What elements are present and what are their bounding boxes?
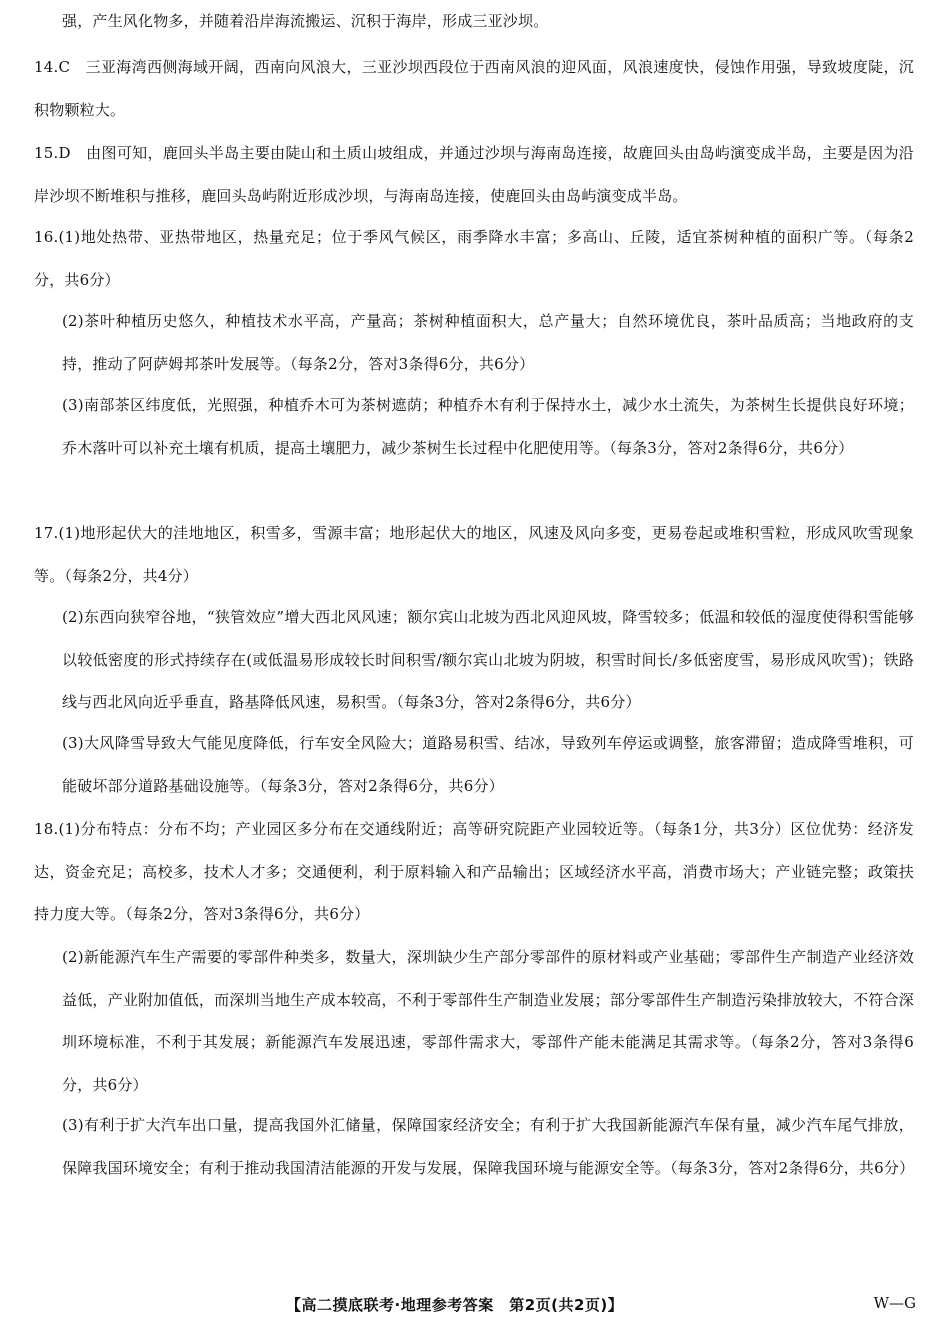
answer-14-text: 14.C 三亚海湾西侧海域开阔，西南向风浪大，三亚沙坝西段位于西南风浪的迎风面，风浪速度快，侵蚀作用强，导致坡度陡，沉积物颗粒大。 xyxy=(34,58,914,119)
answer-18-part-3: (3)有利于扩大汽车出口量，提高我国外汇储量，保障国家经济安全；有利于扩大我国新能源汽车保有量，减少汽车尾气排放，保障我国环境安全；有利于推动我国清洁能源的开发与发展，保障我国环境与能源安全等。（每条3分，答对2条得6分，共6分） xyxy=(62,1116,915,1177)
paragraph-continuation: 强，产生风化物多，并随着沿岸海流搬运、沉积于海岸，形成三亚沙坝。 xyxy=(62,12,549,30)
page-footer xyxy=(0,1294,950,1320)
footer-title: 【高二摸底联考·地理参考答案 第2页(共2页)】 xyxy=(286,1296,624,1314)
answer-18-part-1 xyxy=(34,808,914,936)
footer-code: W—G xyxy=(873,1294,916,1312)
answer-17-part-3: (3)大风降雪导致大气能见度降低，行车安全风险大；道路易积雪、结冰，导致列车停运或调整，旅客滞留；造成降雪堆积，可能破坏部分道路基础设施等。（每条3分，答对2条得6分，共6分） xyxy=(62,734,914,795)
answer-17-1-text: 17.(1)地形起伏大的洼地地区，积雪多，雪源丰富；地形起伏大的地区，风速及风向多变，更易卷起或堆积雪粒，形成风吹雪现象等。（每条2分，共4分） xyxy=(34,524,914,585)
answer-18-1-text: 18.(1)分布特点：分布不均；产业园区多分布在交通线附近；高等研究院距产业园较近等。（每条1分，共3分）区位优势：经济发达，资金充足；高校多，技术人才多；交通便利，利于原料输入和产品输出；区域经济水平高，消费市场大；产业链完整；政策扶持力度大等。（每条2分，答对3条得6分，共6分） xyxy=(34,820,914,923)
answer-15-text: 15.D 由图可知，鹿回头半岛主要由陡山和土质山坡组成，并通过沙坝与海南岛连接，故鹿回头由岛屿演变成半岛，主要是因为沿岸沙坝不断堆积与推移，鹿回头岛屿附近形成沙坝，与海南岛连接，使鹿回头由岛屿演变成半岛。 xyxy=(34,144,914,205)
answer-16-part-3: (3)南部茶区纬度低，光照强，种植乔木可为茶树遮荫；种植乔木有利于保持水土，减少水土流失，为茶树生长提供良好环境；乔木落叶可以补充土壤有机质，提高土壤肥力，减少茶树生长过程中化肥使用等。（每条3分，答对2条得6分，共6分） xyxy=(62,396,914,457)
answer-14 xyxy=(34,46,914,131)
answer-18-part-2: (2)新能源汽车生产需要的零部件种类多，数量大，深圳缺少生产部分零部件的原材料或产业基础；零部件生产制造产业经济效益低，产业附加值低，而深圳当地生产成本较高，不利于零部件生产制造业发展；部分零部件生产制造污染排放较大，不符合深圳环境标准，不利于其发展；新能源汽车发展迅速，零部件需求大，零部件产能未能满足其需求等。（每条2分，答对3条得6分，共6分） xyxy=(62,948,914,1094)
answer-16-part-2: (2)茶叶种植历史悠久，种植技术水平高，产量高；茶树种植面积大，总产量大；自然环境优良，茶叶品质高；当地政府的支持，推动了阿萨姆邦茶叶发展等。（每条2分，答对3条得6分，共6分） xyxy=(62,312,914,373)
answer-17-part-1 xyxy=(34,512,914,597)
answer-15 xyxy=(34,132,914,217)
answer-16-part-1 xyxy=(34,216,914,301)
answer-17-part-2: (2)东西向狭窄谷地，“狭管效应”增大西北风风速；额尔宾山北坡为西北风迎风坡，降雪较多；低温和较低的湿度使得积雪能够以较低密度的形式持续存在(或低温易形成较长时间积雪/额尔宾山北坡为阴坡，积雪时间长/多低密度雪，易形成风吹雪)；铁路线与西北风向近乎垂直，路基降低风速，易积雪。（每条3分，答对2条得6分，共6分） xyxy=(62,608,914,711)
answer-16-1-text: 16.(1)地处热带、亚热带地区，热量充足；位于季风气候区，雨季降水丰富；多高山、丘陵，适宜茶树种植的面积广等。（每条2分，共6分） xyxy=(34,228,914,289)
